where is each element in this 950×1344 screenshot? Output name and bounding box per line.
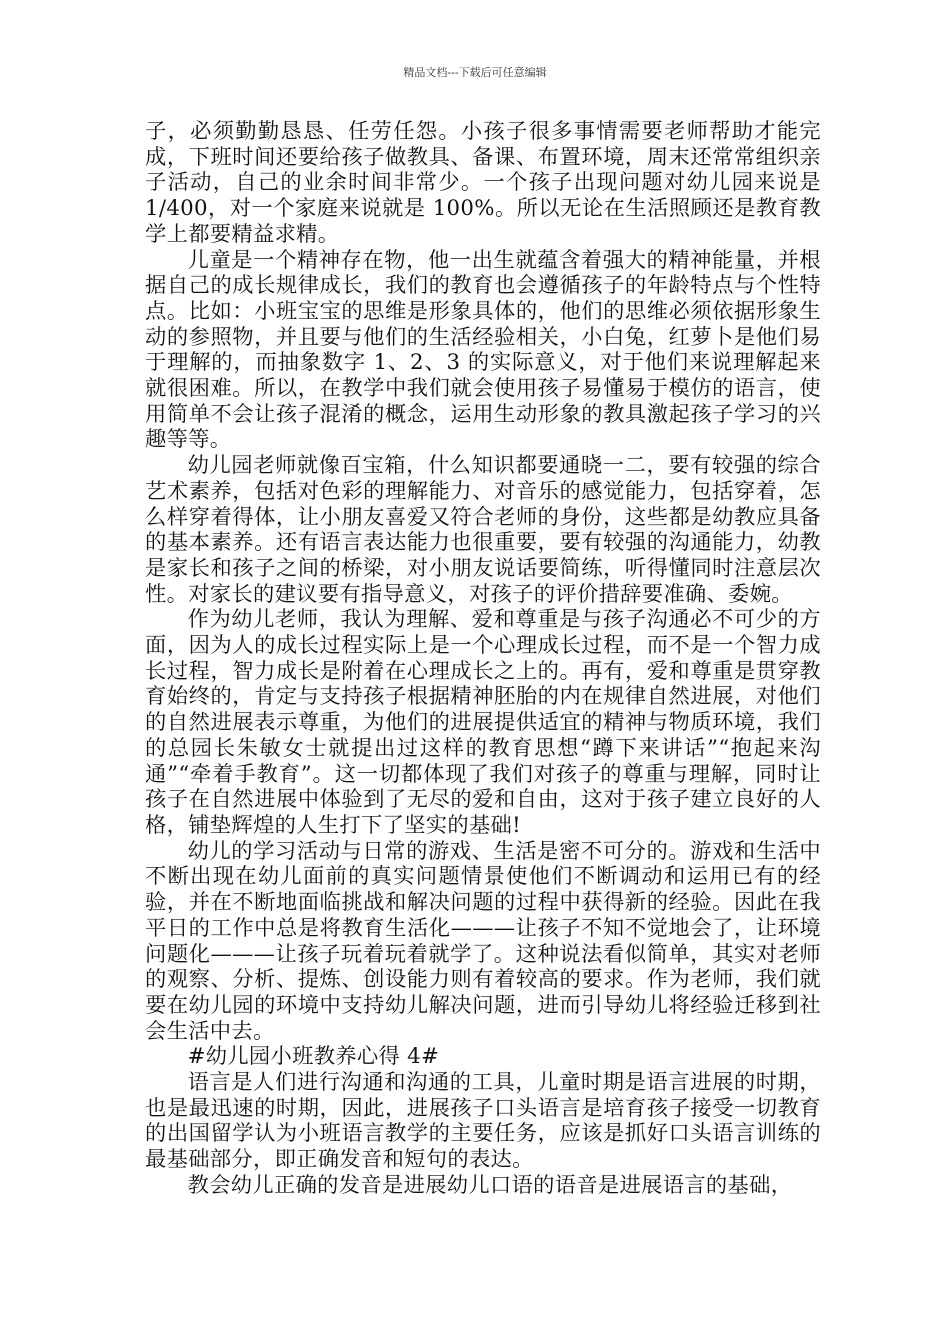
paragraph-pronunciation: 教会幼儿正确的发音是进展幼儿口语的语音是进展语言的基础， bbox=[187, 1172, 793, 1198]
section-heading: #幼儿园小班教养心得 4# bbox=[187, 1044, 440, 1070]
paragraph-teacher-skills: 幼儿园老师就像百宝箱，什么知识都要通晓一二，要有较强的综合艺术素养，包括对色彩的理解能力、对音乐的感觉能力，包括穿着，怎么样穿着得体，让小朋友喜爱又符合老师的身份，这些都是幼教应具备的基本素养。还有语言表达能力也很重要，要有较强的沟通能力，幼教是家长和孩子之间的桥梁，对小朋友说话要简练，听得懂同时注意层次性。对家长的建议要有指导意义，对孩子的评价措辞要准确、委婉。 bbox=[145, 453, 821, 607]
paragraph-language-development: 语言是人们进行沟通和沟通的工具，儿童时期是语言进展的时期，也是最迅速的时期，因此，进展孩子口头语言是培育孩子接受一切教育的出国留学认为小班语言教学的主要任务，应该是抓好口头语言训练的最基础部分，即正确发音和短句的表达。 bbox=[145, 1070, 821, 1173]
paragraph-continuation: 子，必须勤勤恳恳、任劳任怨。小孩子很多事情需要老师帮助才能完成，下班时间还要给孩子做教具、备课、布置环境，周末还常常组织亲子活动，自己的业余时间非常少。一个孩子出现问题对幼儿园来说是 1/400，对一个家庭来说就是 100%。所以无论在生活照顾还是教育教学上都要精益求精。 bbox=[145, 119, 821, 247]
document-body bbox=[145, 119, 821, 1199]
paragraph-child-development: 儿童是一个精神存在物，他一出生就蕴含着强大的精神能量，并根据自己的成长规律成长，我们的教育也会遵循孩子的年龄特点与个性特点。比如：小班宝宝的思维是形象具体的，他们的思维必须依据形象生动的参照物，并且要与他们的生活经验相关，小白兔，红萝卜是他们易于理解的，而抽象数字 1、2、3 的实际意义，对于他们来说理解起来就很困难。所以，在教学中我们就会使用孩子易懂易于模仿的语言，使用简单不会让孩子混淆的概念，运用生动形象的教具激起孩子学习的兴趣等等。 bbox=[145, 247, 821, 453]
page-header: 精品文档---下载后可任意编辑 bbox=[403, 66, 547, 79]
paragraph-learning-activities: 幼儿的学习活动与日常的游戏、生活是密不可分的。游戏和生活中不断出现在幼儿面前的真实问题情景使他们不断调动和运用已有的经验，并在不断地面临挑战和解决问题的过程中获得新的经验。因此在我平日的工作中总是将教育生活化———让孩子不知不觉地会了，让环境问题化———让孩子玩着玩着就学了。这种说法看似简单，其实对老师的观察、分析、提炼、创设能力则有着较高的要求。作为老师，我们就要在幼儿园的环境中支持幼儿解决问题，进而引导幼儿将经验迁移到社会生活中去。 bbox=[145, 838, 821, 1044]
paragraph-respect-and-love: 作为幼儿老师，我认为理解、爱和尊重是与孩子沟通必不可少的方面，因为人的成长过程实际上是一个心理成长过程，而不是一个智力成长过程，智力成长是附着在心理成长之上的。再有，爱和尊重是贯穿教育始终的，肯定与支持孩子根据精神胚胎的内在规律自然进展，对他们的自然进展表示尊重，为他们的进展提供适宜的精神与物质环境，我们的总园长朱敏女士就提出过这样的教育思想“蹲下来讲话”“抱起来沟通”“牵着手教育”。这一切都体现了我们对孩子的尊重与理解，同时让孩子在自然进展中体验到了无尽的爱和自由，这对于孩子建立良好的人格，铺垫辉煌的人生打下了坚实的基础! bbox=[145, 607, 821, 838]
